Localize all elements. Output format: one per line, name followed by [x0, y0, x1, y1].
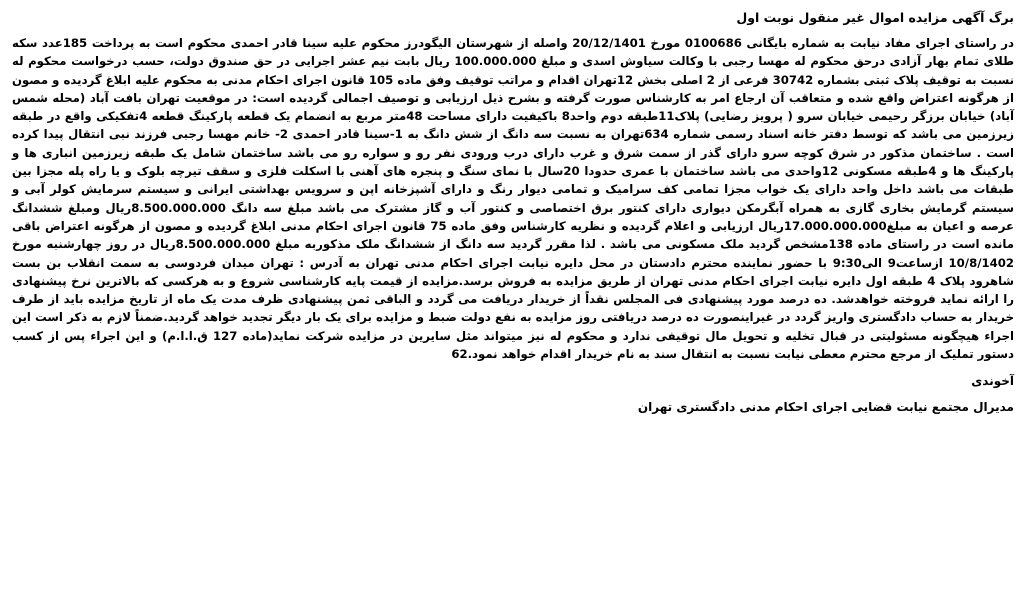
signer-role: مدیرال مجتمع نیابت قضایی اجرای احکام مدنی دادگستری تهران	[637, 400, 1014, 415]
notice-title: برگ آگهی مزایده اموال غیر منقول نوبت اول	[736, 10, 1014, 25]
signer-name: آخوندی	[971, 374, 1014, 389]
notice-body: در راستای اجرای مفاد نیابت به شماره بایگانی 0100686 مورخ 20/12/1401 واصله از شهرستان الیگودرز محکوم علیه سینا قادر احمدی محکوم است به پرداخت 185عدد سکه طلای تمام بهار آزادی درحق محکوم له مهسا رجبی با وکالت سیاوش اسدی و مبلغ 100.000.000 ریال بابت نیم عشر اجرایی در حق صندوق دولت، حسب درخواست محکوم له نسبت به توقیف پلاک ثبتی بشماره 30742 فرعی از 2 اصلی بخش 12تهران اقدام و مراتب توقیف وفق ماده 105 قانون اجرای احکام مدنی به محکوم علیه ابلاغ گردیده و مصون از هرگونه اعتراض واقع شده و متعاقب آن ارجاع امر به کارشناس صورت گرفته و بشرح ذیل ارزیابی و توصیف اجمالی گردیده است: در موقعیت تهران بافت آباد (محله شمس آباد) خیابان برزگر رحیمی خیابان سرو ( پرویز رضایی) پلاک11طبقه دوم واحد8 باکیفیت دارای مساحت 48متر مربع به انضمام یک قطعه پارکینگ قطعه 4تفکیکی واقع در طبقه زیرزمین می باشد که توسط دفتر خانه اسناد رسمی شماره 634تهران به نسبت سه دانگ از شش دانگ به 1-سینا قادر احمدی 2- خانم مهسا رجبی فرزند نبی انتقال پیدا کرده است . ساختمان مذکور در شرق کوچه سرو دارای گذر از سمت شرق و غرب دارای درب ورودی نفر رو و سواره رو می باشد ساختمان شامل یک طبقه زیرزمین انباری ها و پارکینگ ها و 4طبقه مسکونی 12واحدی می باشد ساختمان با عمری حدودا 20سال با نمای سنگ و پنجره های آهنی با اسکلت فلزی و سقف تیرچه بلوک و یا راه پله مجزا بین طبقات می باشد داخل واحد دارای یک خواب مجزا تمامی کف سرامیک و تمامی دیوار رنگ و دارای آشپزخانه اپن و سرویس بهداشتی ایرانی و سیستم سرمایش کولر آبی و سیستم گرمایش بخاری گازی به همراه آبگرمکن دیواری دارای کنتور برق اختصاصی و کنتور آب و گاز مشترک می باشد مبلغ سه دانگ 8.500.000.000ریال ومبلغ ششدانگ عرصه و اعیان به مبلغ17.000.000.000ریال ارزیابی و اعلام گردیده و نظریه کارشناس وفق ماده 75 قانون اجرای احکام مدنی ابلاغ گردیده و مصون از هرگونه اعتراض باقی مانده است در راستای ماده 138مشخص گردید ملک مسکونی می باشد . لذا مقرر گردید سه دانگ از ششدانگ ملک مذکوربه مبلغ 8.500.000.000ریال در روز چهارشنبه مورخ 10/8/1402 ازساعت9 الی9:30 با حضور نماینده محترم دادستان در محل دایره نیابت اجرای احکام مدنی تهران به آدرس : تهران میدان فردوسی به سمت انقلاب بن بست شاهرود پلاک 4 طبقه اول دایره نیابت اجرای احکام مدنی تهران از طریق مزایده به فروش برسد.مزایده از قیمت پایه کارشناسی شروع و به هرکسی که بالاترین نرخ پیشنهادی را ارائه نماید فروخته خواهدشد. ده درصد مورد پیشنهادی فی المجلس نقداً از خریدار دریافت می گردد و الباقی ثمن پیشنهادی ظرف مدت یک ماه از تاریخ مزایده باید از طرف خریدار به حساب دادگستری واریز گردد در غیراینصورت ده درصد دریافتی روز مزایده به نفع دولت ضبط و مزایده برای یک بار دیگر تجدید خواهد گردید.ضمناً لازم به ذکر است این اجراء هیچگونه مسئولیتی در قبال تخلیه و تحویل مال توقیفی ندارد و محکوم له نیز میتواند مثل سایرین در مزایده شرکت نماید(ماده 127 ق.ا.ا.م) و این اجراء پس از کسب دستور تملیک از مرجع محترم معطی نیابت نسبت به انتقال سند به نام خریدار اقدام خواهد نمود.62	[12, 36, 1015, 362]
